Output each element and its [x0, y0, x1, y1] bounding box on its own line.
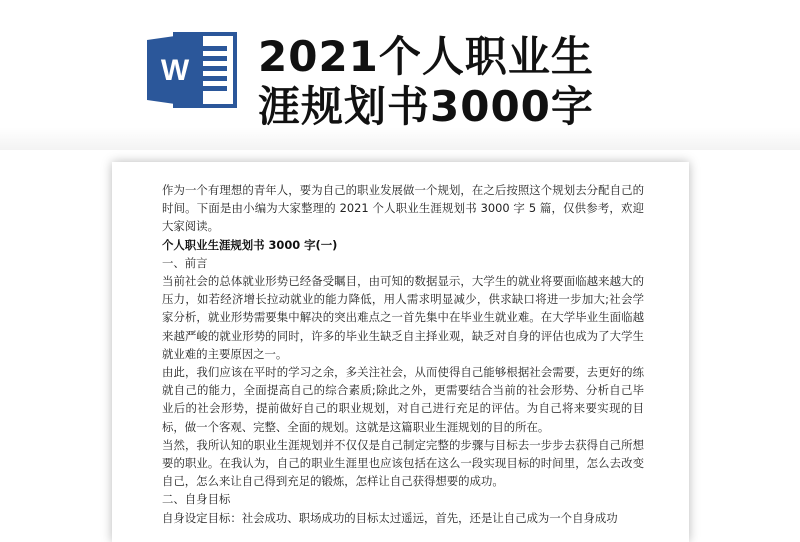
word-document-icon: [145, 30, 245, 110]
subheading-preface: 一、前言: [162, 255, 208, 270]
body-paragraph: 自身设定目标：社会成功、职场成功的目标太过遥远，首先，还是让自己成为一个自身成功: [162, 510, 618, 525]
word-icon-letter: W: [160, 54, 190, 87]
page-title-line-1: 2021个人职业生: [258, 32, 594, 81]
subheading-goals: 二、自身目标: [162, 492, 231, 507]
section-heading: 个人职业生涯规划书 3000 字(一): [162, 237, 338, 252]
header: [0, 0, 800, 150]
body-paragraph: 由此，我们应该在平时的学习之余，多关注社会，从而使得自己能够根据社会需要，去更好的练就自己的能力，全面提高自己的综合素质;除此之外，更需要结合当前的社会形势、分析自己毕业后的社会形势，提前做好自己的职业规划，对自己进行充足的评估。为自己将来要实现的目标，做一个客观、完整、全面的规划。这就是这篇职业生涯规划的目的所在。: [162, 365, 644, 434]
body-paragraph: 当前社会的总体就业形势已经备受瞩目，由可知的数据显示，大学生的就业将要面临越来越大的压力，如若经济增长拉动就业的能力降低，用人需求明显减少，供求缺口将进一步加大;社会学家分析，就业形势需要集中解决的突出难点之一首先集中在毕业生就业难。在大学毕业生面临越来越严峻的就业形势的同时，许多的毕业生缺乏自主择业观，缺乏对自身的评估也成为了大学生就业难的主要原因之一。: [162, 274, 644, 361]
body-paragraph: 当然，我所认知的职业生涯规划并不仅仅是自己制定完整的步骤与目标去一步步去获得自己所想要的职业。在我认为，自己的职业生涯里也应该包括在这么一段实现目标的时间里，怎么去改变自己，怎么来让自己得到充足的锻炼，怎样让自己获得想要的成功。: [162, 437, 644, 489]
document-body: [162, 181, 644, 527]
page-title-line-2: 涯规划书3000字: [258, 82, 594, 131]
page-title: [258, 32, 678, 132]
intro-paragraph: 作为一个有理想的青年人，要为自己的职业发展做一个规划，在之后按照这个规划去分配自己的时间。下面是由小编为大家整理的 2021 个人职业生涯规划书 3000 字 5 篇，仅供参考，欢迎大家阅读。: [162, 183, 644, 234]
